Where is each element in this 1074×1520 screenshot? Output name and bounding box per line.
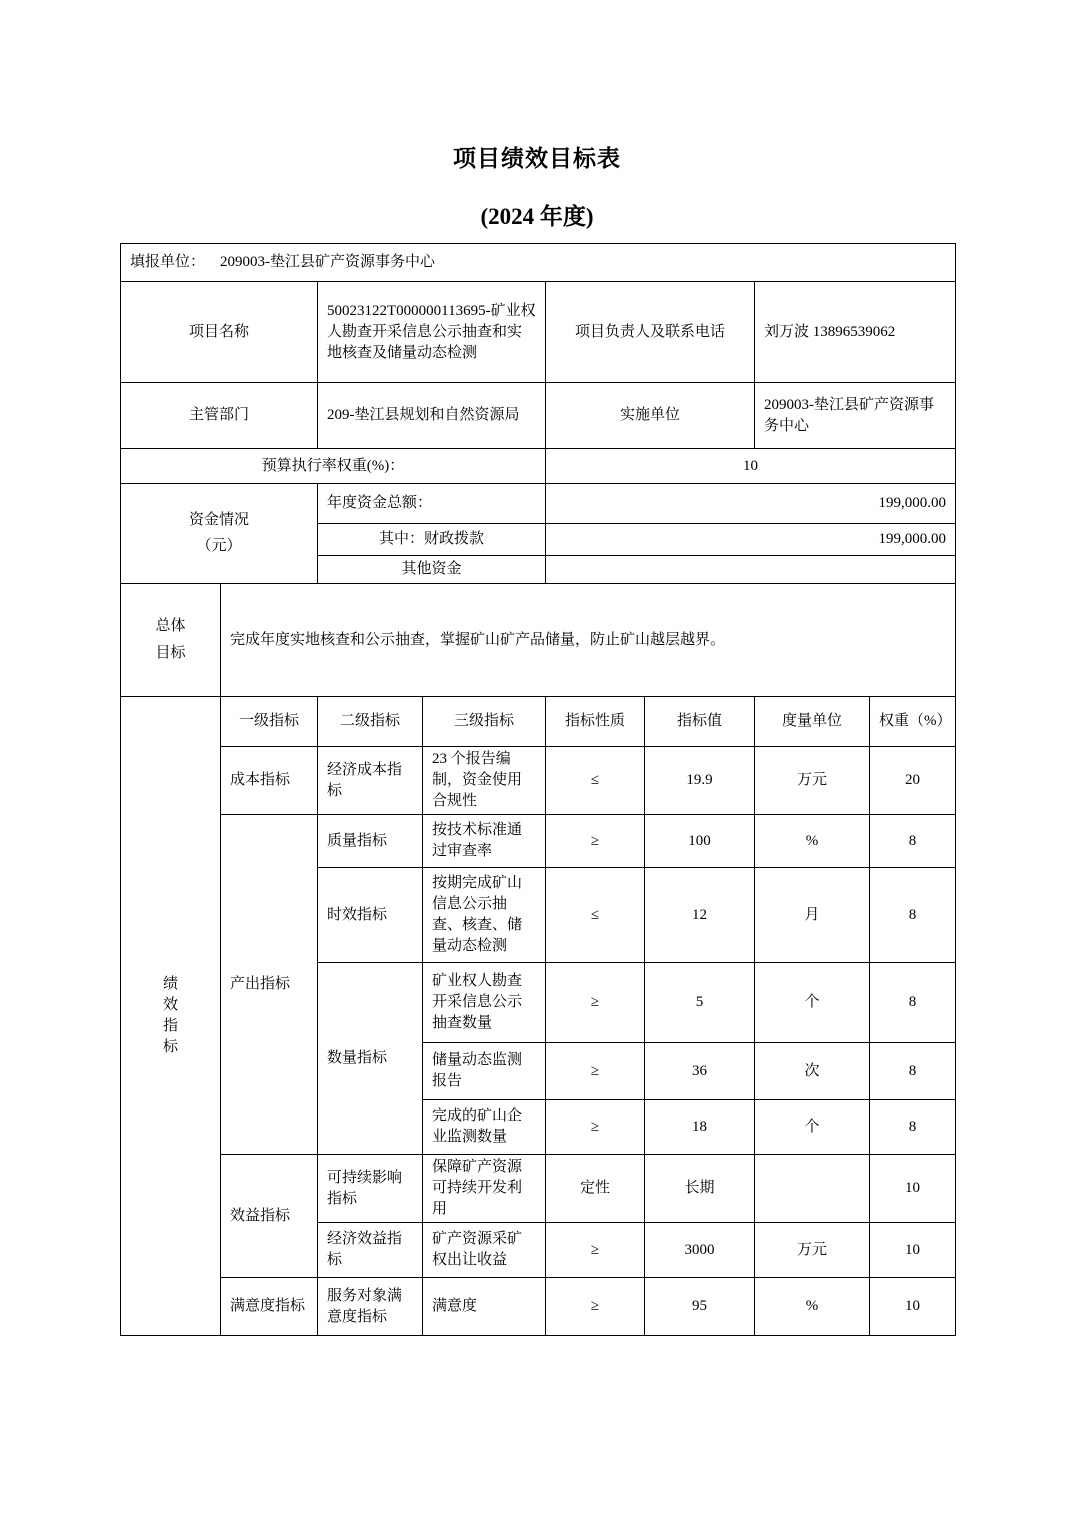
- indicator-row: [121, 1278, 956, 1336]
- header-level3: 三级指标: [423, 697, 546, 747]
- weight-cell: 8: [870, 1043, 956, 1100]
- side-char: 指: [162, 1018, 178, 1034]
- level2-quality: 质量指标: [318, 815, 423, 868]
- weight-cell: 10: [870, 1155, 956, 1223]
- level1-cost: 成本指标: [221, 747, 318, 815]
- level1-benefit: 效益指标: [221, 1155, 318, 1278]
- funds-fiscal-label: 其中：财政拨款: [318, 524, 546, 556]
- dept-row: [121, 383, 956, 449]
- funds-label-line2: （元）: [196, 538, 242, 554]
- funds-other-label: 其他资金: [318, 556, 546, 584]
- page-title: 项目绩效目标表: [453, 146, 621, 171]
- goal-text: 完成年度实地核查和公示抽查，掌握矿山矿产品储量，防止矿山越层越界。: [221, 584, 956, 697]
- unit-cell: 个: [755, 1100, 870, 1155]
- value-cell: 95: [645, 1278, 755, 1336]
- unit-cell: 次: [755, 1043, 870, 1100]
- indicators-side-label: [121, 697, 221, 1336]
- goal-label-line1: 总体: [155, 618, 186, 634]
- fill-unit-value: 209003-垫江县矿产资源事务中心: [220, 254, 436, 270]
- unit-cell: 万元: [755, 1223, 870, 1278]
- level3-cell: 保障矿产资源可持续开发利用: [423, 1155, 546, 1223]
- funds-other-value: [546, 556, 956, 584]
- weight-cell: 8: [870, 1100, 956, 1155]
- fill-unit-label: 填报单位：: [130, 254, 206, 270]
- funds-label-line1: 资金情况: [188, 512, 249, 528]
- indicator-row: [121, 747, 956, 815]
- value-cell: 19.9: [645, 747, 755, 815]
- nature-cell: ≥: [546, 1278, 645, 1336]
- nature-cell: ≥: [546, 963, 645, 1043]
- level2-economic-benefit: 经济效益指标: [318, 1223, 423, 1278]
- side-char: 绩: [162, 976, 178, 992]
- unit-cell: 万元: [755, 747, 870, 815]
- funds-label: [121, 484, 318, 584]
- funds-total-row: [121, 484, 956, 524]
- value-cell: 3000: [645, 1223, 755, 1278]
- side-char: 标: [162, 1039, 178, 1055]
- dept-label: 主管部门: [121, 383, 318, 449]
- level3-cell: 按技术标准通过审查率: [423, 815, 546, 868]
- weight-cell: 10: [870, 1223, 956, 1278]
- nature-cell: ≤: [546, 868, 645, 963]
- project-leader-value: 刘万波 13896539062: [755, 282, 956, 383]
- side-char: 效: [162, 997, 178, 1013]
- budget-weight-label: 预算执行率权重(%)：: [121, 449, 546, 484]
- budget-weight-value: 10: [546, 449, 956, 484]
- level3-cell: 完成的矿山企业监测数量: [423, 1100, 546, 1155]
- project-name-row: [121, 282, 956, 383]
- level2-service-satisfaction: 服务对象满意度指标: [318, 1278, 423, 1336]
- level3-cell: 23 个报告编制，资金使用合规性: [423, 747, 546, 815]
- header-level1: 一级指标: [221, 697, 318, 747]
- nature-cell: ≥: [546, 815, 645, 868]
- header-unit: 度量单位: [755, 697, 870, 747]
- indicator-header-row: [121, 697, 956, 747]
- value-cell: 36: [645, 1043, 755, 1100]
- budget-weight-row: [121, 449, 956, 484]
- project-name-label: 项目名称: [121, 282, 318, 383]
- project-leader-label: 项目负责人及联系电话: [546, 282, 755, 383]
- header-weight: 权重（%）: [870, 697, 956, 747]
- header-value: 指标值: [645, 697, 755, 747]
- impl-unit-value: 209003-垫江县矿产资源事务中心: [755, 383, 956, 449]
- project-name-value: 50023122T000000113695-矿业权人勘查开采信息公示抽查和实地核查及储量动态检测: [318, 282, 546, 383]
- value-cell: 长期: [645, 1155, 755, 1223]
- unit-cell: %: [755, 1278, 870, 1336]
- level3-cell: 矿业权人勘查开采信息公示抽查数量: [423, 963, 546, 1043]
- funds-fiscal-value: 199,000.00: [546, 524, 956, 556]
- page-subtitle-year: (2024 年度): [480, 204, 594, 229]
- funds-total-label: 年度资金总额：: [318, 484, 546, 524]
- goal-label: [121, 584, 221, 697]
- level1-satisfaction: 满意度指标: [221, 1278, 318, 1336]
- dept-value: 209-垫江县规划和自然资源局: [318, 383, 546, 449]
- level2-economic-cost: 经济成本指标: [318, 747, 423, 815]
- level3-cell: 矿产资源采矿权出让收益: [423, 1223, 546, 1278]
- nature-cell: ≥: [546, 1043, 645, 1100]
- nature-cell: ≥: [546, 1223, 645, 1278]
- level1-output: 产出指标: [221, 815, 318, 1155]
- value-cell: 5: [645, 963, 755, 1043]
- indicator-row: [121, 1155, 956, 1223]
- weight-cell: 8: [870, 963, 956, 1043]
- unit-cell: 个: [755, 963, 870, 1043]
- level2-timeliness: 时效指标: [318, 868, 423, 963]
- fill-unit-row: [121, 244, 956, 282]
- funds-total-value: 199,000.00: [546, 484, 956, 524]
- level3-cell: 按期完成矿山信息公示抽查、核查、储量动态检测: [423, 868, 546, 963]
- goal-row: [121, 584, 956, 697]
- weight-cell: 8: [870, 815, 956, 868]
- value-cell: 12: [645, 868, 755, 963]
- level3-cell: 满意度: [423, 1278, 546, 1336]
- nature-cell: ≤: [546, 747, 645, 815]
- level2-sustainable: 可持续影响指标: [318, 1155, 423, 1223]
- level3-cell: 储量动态监测报告: [423, 1043, 546, 1100]
- value-cell: 18: [645, 1100, 755, 1155]
- unit-cell: 月: [755, 868, 870, 963]
- unit-cell: [755, 1155, 870, 1223]
- nature-cell: 定性: [546, 1155, 645, 1223]
- impl-unit-label: 实施单位: [546, 383, 755, 449]
- weight-cell: 20: [870, 747, 956, 815]
- nature-cell: ≥: [546, 1100, 645, 1155]
- value-cell: 100: [645, 815, 755, 868]
- performance-table: [120, 243, 956, 1336]
- indicator-row: [121, 815, 956, 868]
- header-level2: 二级指标: [318, 697, 423, 747]
- level2-quantity: 数量指标: [318, 963, 423, 1155]
- weight-cell: 10: [870, 1278, 956, 1336]
- weight-cell: 8: [870, 868, 956, 963]
- header-nature: 指标性质: [546, 697, 645, 747]
- unit-cell: %: [755, 815, 870, 868]
- goal-label-line2: 目标: [155, 645, 186, 661]
